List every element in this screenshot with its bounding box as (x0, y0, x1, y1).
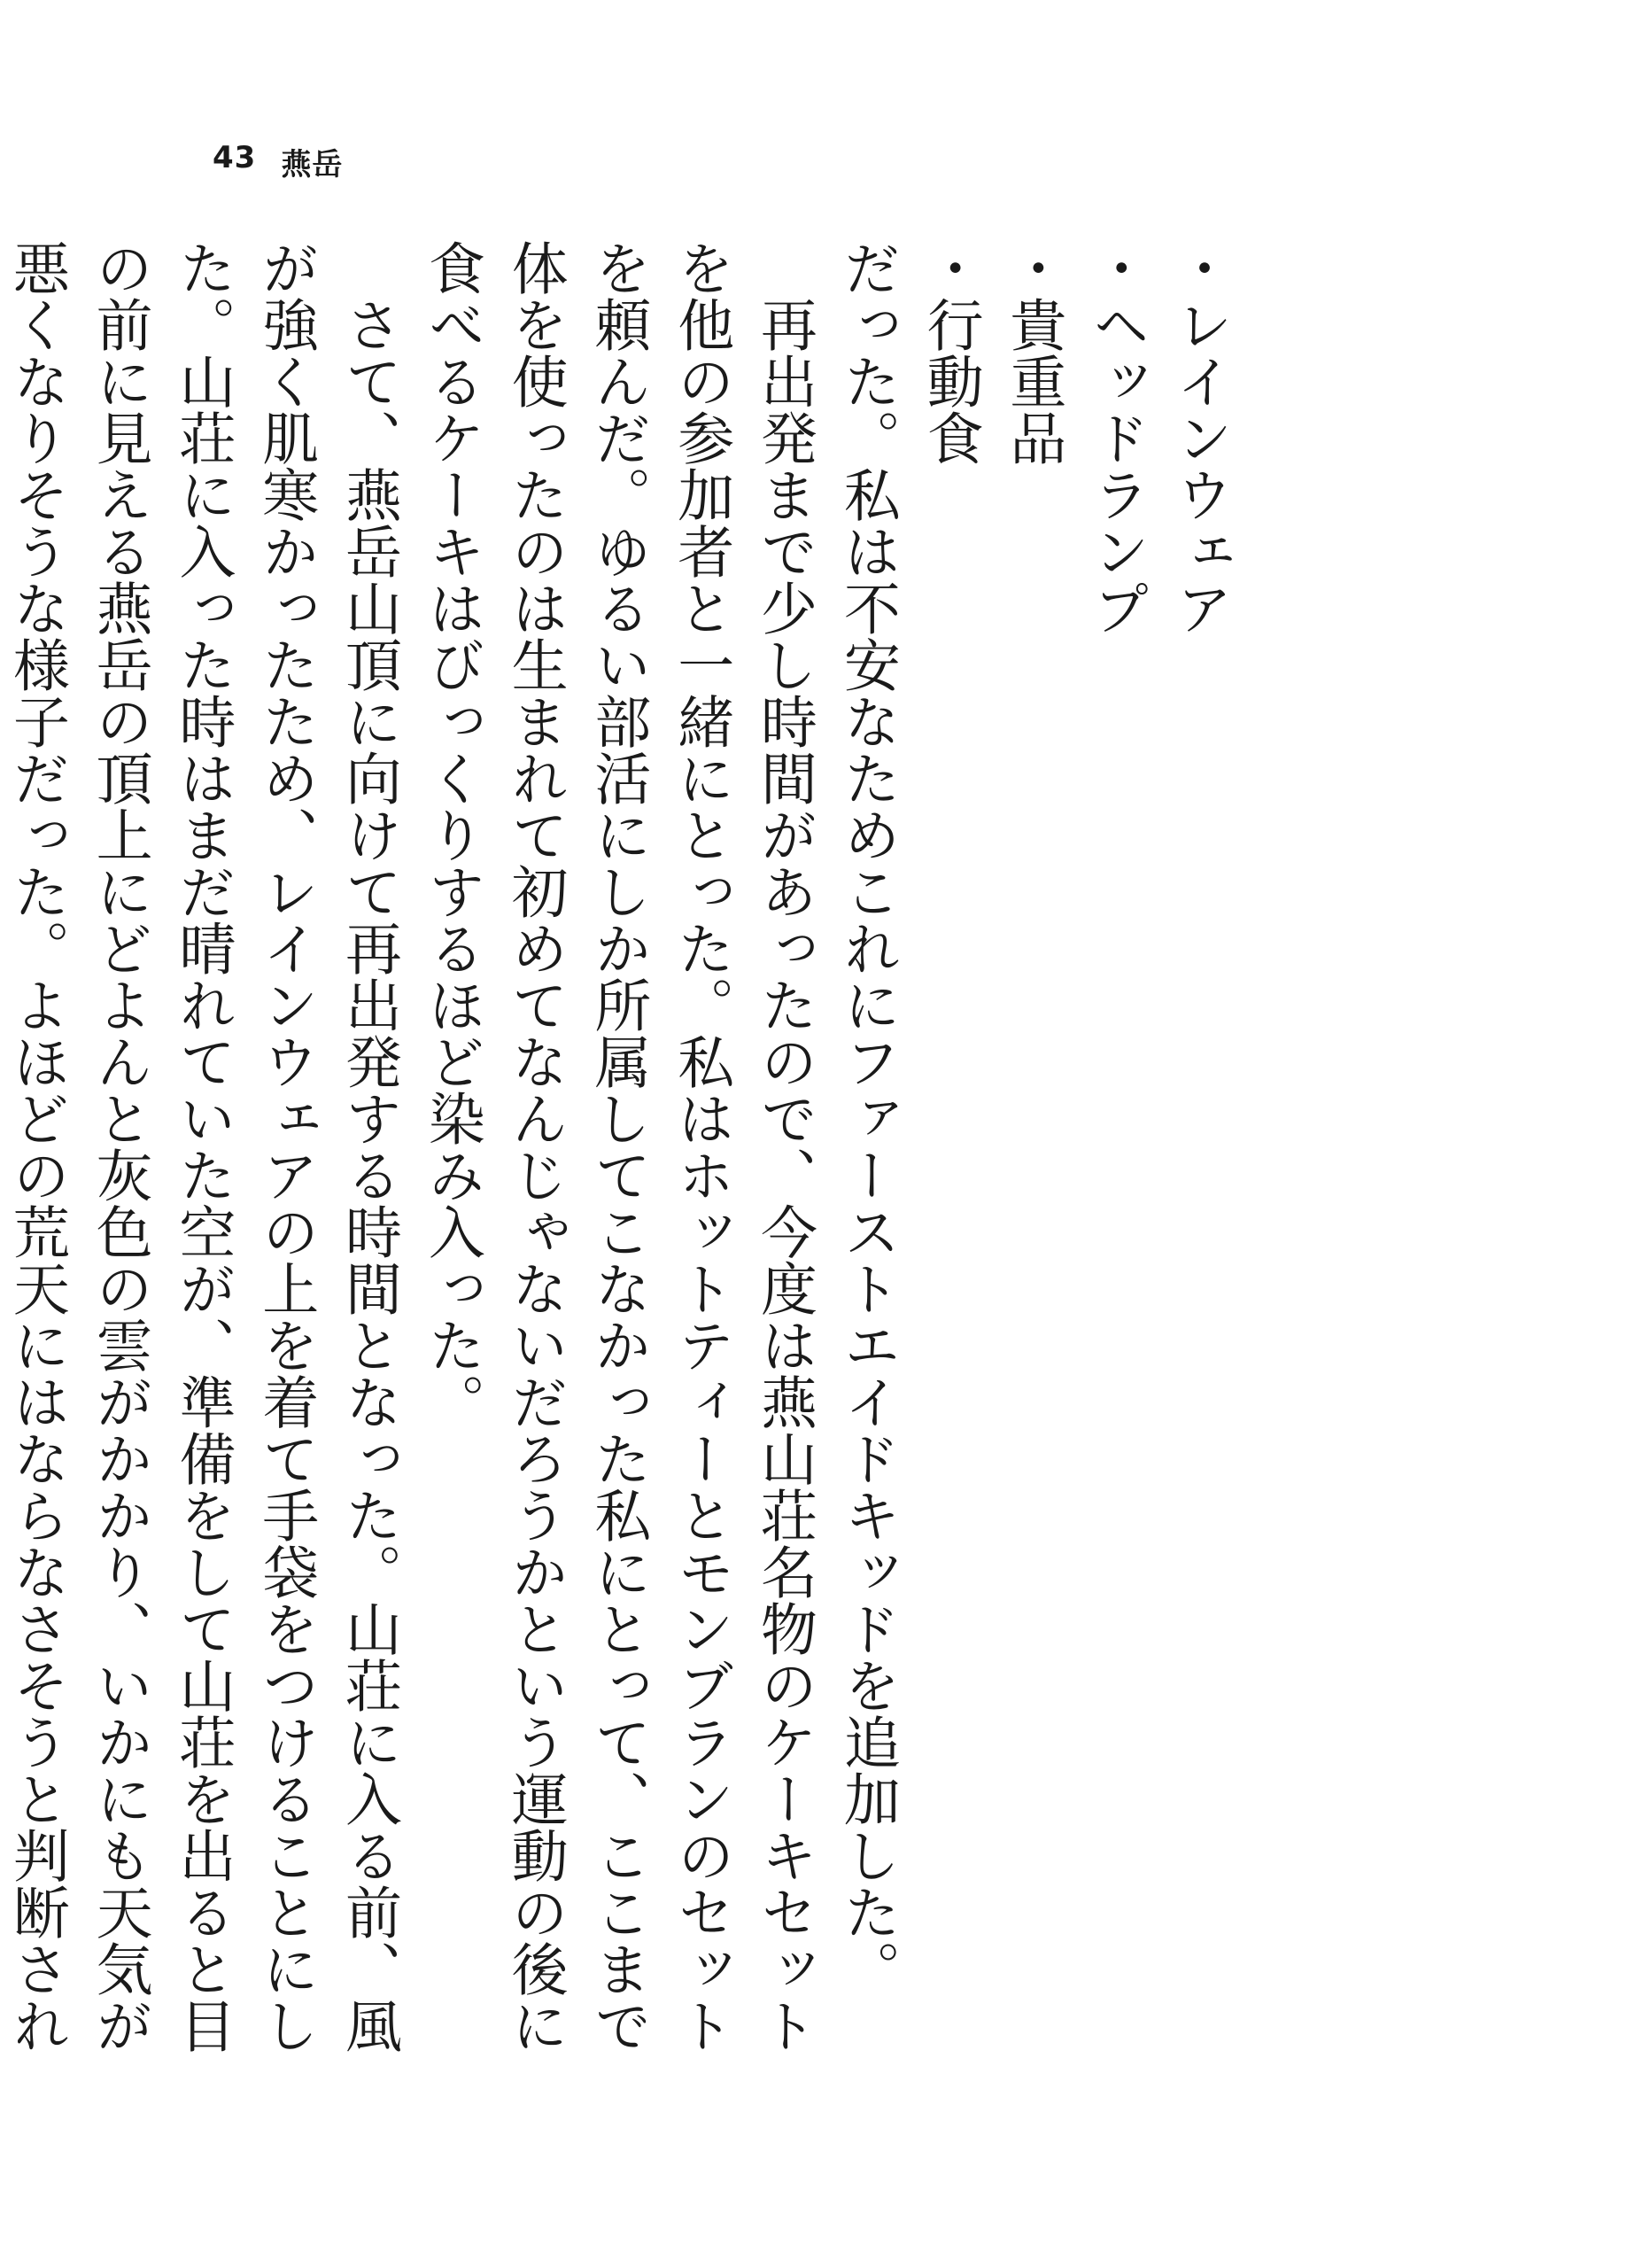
paragraph: 再出発まで少し時間があったので、今度は燕山荘名物のケーキセットを他の参加者と一緒にとった。私はホットティーとモンブランのセットを頼んだ。ゆるい部活にしか所属してこなかった私にとって、ここまで体を使ったのは生まれて初めてなんじゃないだろうかという運動の後に食べるケーキはびっくりするほど染み入った。 (418, 239, 818, 2054)
list-item: ・行動食 (917, 239, 983, 466)
page-number: 43 (213, 140, 257, 175)
list-item: ・貴重品 (1000, 239, 1066, 466)
vertical-body-text (3, 239, 1240, 2064)
chapter-title: 燕岳 (281, 147, 344, 183)
list-item: ・レインウェア (1166, 239, 1232, 636)
paragraph: さて、燕岳山頂に向けて再出発する時間となった。山荘に入る前、風が強く肌寒かったため、レインウェアの上を着て手袋をつけることにした。山荘に入った時はまだ晴れていた空が、準備をして山荘を出ると目の前に見える燕岳の頂上にどよんと灰色の雲がかかり、いかにも天気が悪くなりそうな様子だった。よほどの荒天にはならなさそうと判断され (3, 239, 402, 2054)
list-item: ・ヘッドランプ (1083, 239, 1150, 636)
paragraph: だった。私は不安なためこれにファーストエイドキッドを追加した。 (833, 239, 900, 1997)
running-header (213, 140, 343, 183)
